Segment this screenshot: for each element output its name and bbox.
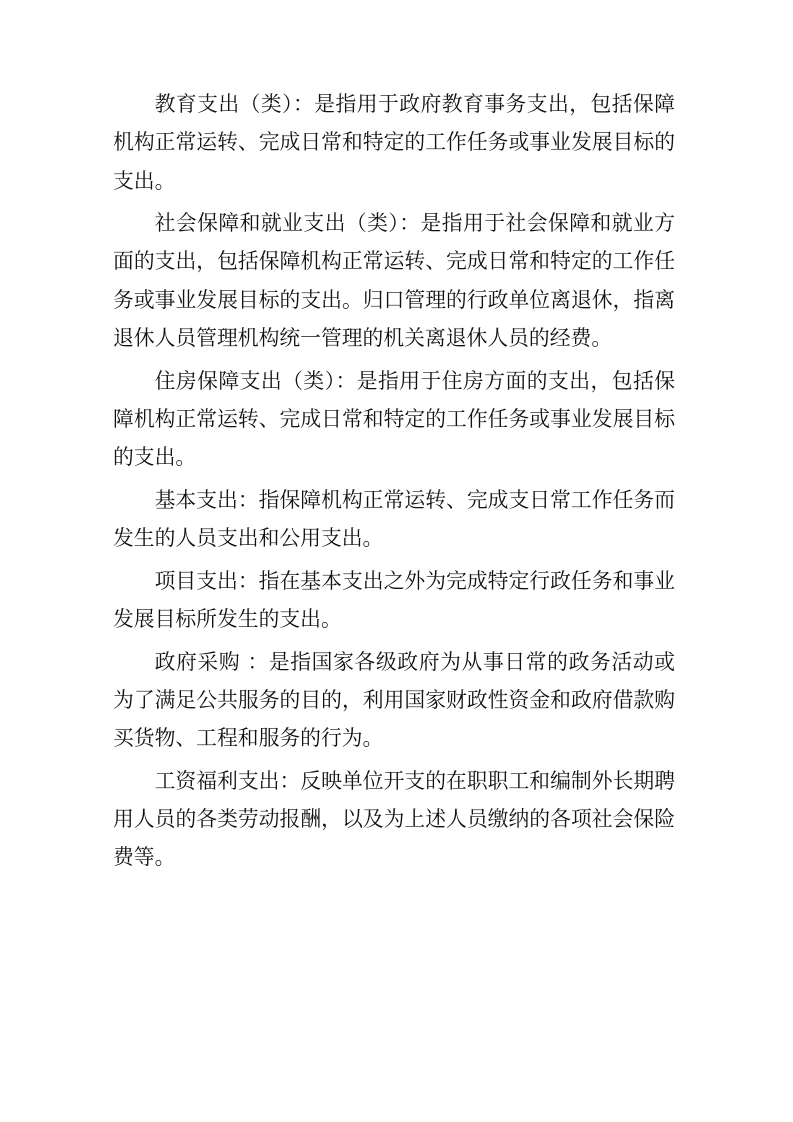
paragraph-education-expenditure: 教育支出（类）：是指用于政府教育事务支出，包括保障机构正常运转、完成日常和特定的工作任务或事业发展目标的支出。 <box>113 92 675 193</box>
paragraph-social-security-expenditure: 社会保障和就业支出（类）：是指用于社会保障和就业方面的支出，包括保障机构正常运转、完成日常和特定的工作任务或事业发展目标的支出。归口管理的行政单位离退休，指离退休人员管理机构统一管理的机关离退休人员的经费。 <box>113 211 675 351</box>
paragraph-housing-expenditure: 住房保障支出（类）：是指用于住房方面的支出，包括保障机构正常运转、完成日常和特定的工作任务或事业发展目标的支出。 <box>113 368 675 470</box>
document-body <box>113 85 675 881</box>
paragraph-government-procurement: 政府采购 ：是指国家各级政府为从事日常的政务活动或为了满足公共服务的目的，利用国家财政性资金和政府借款购买货物、工程和服务的行为。 <box>113 649 675 751</box>
paragraph-project-expenditure: 项目支出：指在基本支出之外为完成特定行政任务和事业发展目标所发生的支出。 <box>113 568 675 632</box>
paragraph-basic-expenditure: 基本支出：指保障机构正常运转、完成支日常工作任务而发生的人员支出和公用支出。 <box>113 487 675 551</box>
paragraph-wage-welfare-expenditure: 工资福利支出：反映单位开支的在职职工和编制外长期聘用人员的各类劳动报酬，以及为上述人员缴纳的各项社会保险费等。 <box>113 768 675 870</box>
